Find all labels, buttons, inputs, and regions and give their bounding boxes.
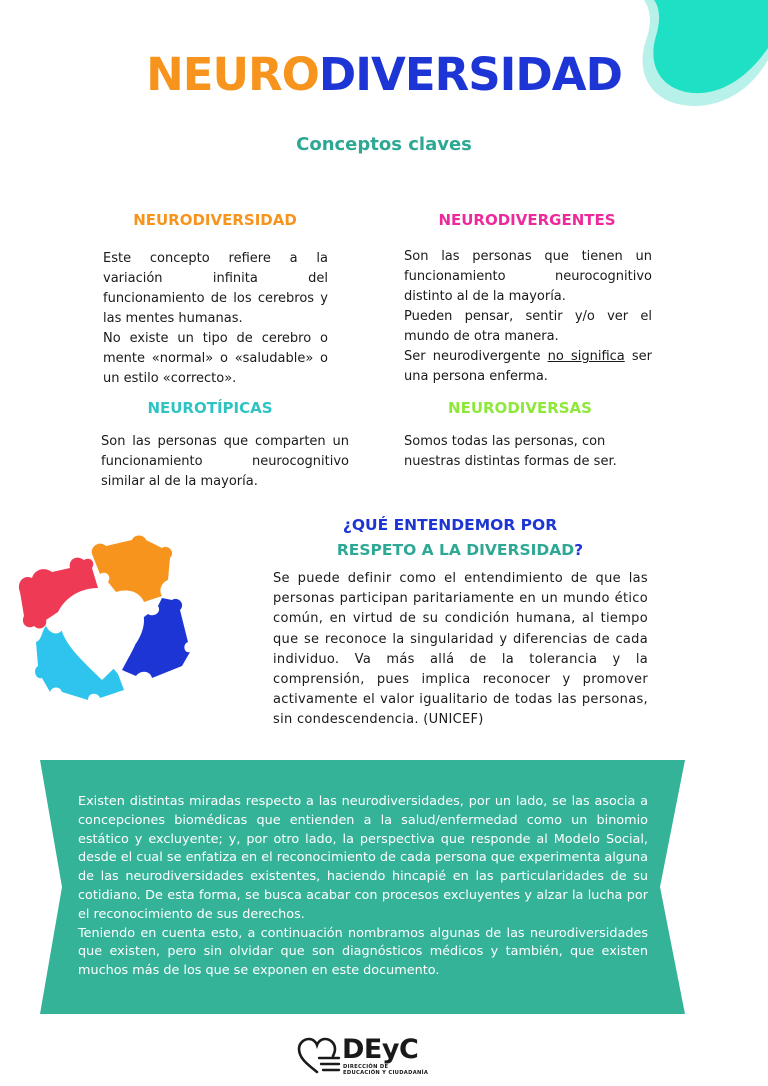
page-title	[0, 48, 768, 101]
logo-subtitle	[343, 1064, 428, 1076]
section-subtitle: Conceptos claves	[296, 134, 472, 155]
question-mark: ?	[574, 541, 584, 559]
heading-neurodiversidad: NEURODIVERSIDAD	[133, 211, 297, 229]
heading-neurodivergentes: NEURODIVERGENTES	[438, 211, 616, 229]
text-neurodiversidad-line-1: Este concepto refiere a la variación infinita del funcionamiento de los cerebros y las mentes humanas.	[103, 251, 328, 326]
logo-subtitle-line-1: DIRECCIÓN DE	[343, 1064, 389, 1070]
question-line-2-text: RESPETO A LA DIVERSIDAD	[336, 541, 575, 559]
heading-neurodiversas: NEURODIVERSAS	[448, 399, 592, 417]
title-part-diversidad: DIVERSIDAD	[318, 48, 622, 101]
neurodivergente-pre: Ser neurodivergente	[404, 349, 548, 364]
text-neurodiversidad-line-2: No existe un tipo de cerebro o mente «normal» o «saludable» o un estilo «correcto».	[103, 331, 328, 386]
banner-paragraph-2: Teniendo en cuenta esto, a continuación nombramos algunas de las neurodiversidades que existen, pero sin olvidar que son diagnósticos médicos y también, que existen muchos más de los que se exponen en este documento.	[78, 925, 648, 979]
heading-neurotipicas: NEUROTÍPICAS	[147, 399, 273, 417]
question-line-2	[300, 541, 620, 559]
banner-text	[78, 793, 648, 981]
neurodivergente-post: ser una persona enferma.	[404, 349, 653, 384]
no-significa-underlined: no significa	[547, 349, 625, 364]
text-neurodivergentes-line-1: Son las personas que tienen un funcionamiento neurocognitivo distinto al de la mayoría.	[404, 249, 652, 304]
deyc-heart-logo-icon	[295, 1036, 341, 1076]
title-part-neuro: NEURO	[146, 48, 319, 101]
text-neurotipicas: Son las personas que comparten un funcionamiento neurocognitivo similar al de la mayoría.	[101, 434, 349, 489]
text-neurodiversas: Somos todas las personas, con nuestras distintas formas de ser.	[404, 434, 617, 469]
banner-paragraph-1: Existen distintas miradas respecto a las neurodiversidades, por un lado, se las asocia a concepciones biomédicas que entienden a la salud/enfermedad como un binomio estático y excluyente; y, por otro lado, la perspectiva que responde al Modelo Social, desde el cual se enfatiza en el reconocimiento de cada persona que experimenta alguna de las neurodiversidades existentes, haciendo hincapié en las particularidades de su cotidiano. De esta forma, se busca acabar con procesos excluyentes y alzar la lucha por el reconocimiento de sus derechos.	[78, 794, 648, 922]
text-neurodivergentes-line-2: Pueden pensar, sentir y/o ver el mundo de otra manera.	[404, 309, 652, 344]
text-neurodivergentes	[404, 247, 652, 387]
respeto-definition: Se puede definir como el entendimiento de que las personas participan paritariamente en un mundo ético común, en virtud de su condición humana, al tiempo que se reconoce la singularidad y diferencias de cada individuo. Va más allá de la tolerancia y la comprensión, pues implica reconocer y promover activamente el valor igualitario de todas las personas, sin condescendencia. (UNICEF)	[273, 571, 648, 728]
text-neurodivergentes-line-3	[404, 347, 652, 387]
logo-subtitle-line-2: EDUCACIÓN Y CIUDADANÍA	[343, 1070, 429, 1076]
puzzle-heart-icon	[12, 530, 192, 700]
logo-wordmark: DEyC	[342, 1034, 419, 1065]
text-neurodiversidad	[103, 249, 328, 389]
question-line-1: ¿QUÉ ENTENDEMOR POR	[342, 516, 558, 534]
